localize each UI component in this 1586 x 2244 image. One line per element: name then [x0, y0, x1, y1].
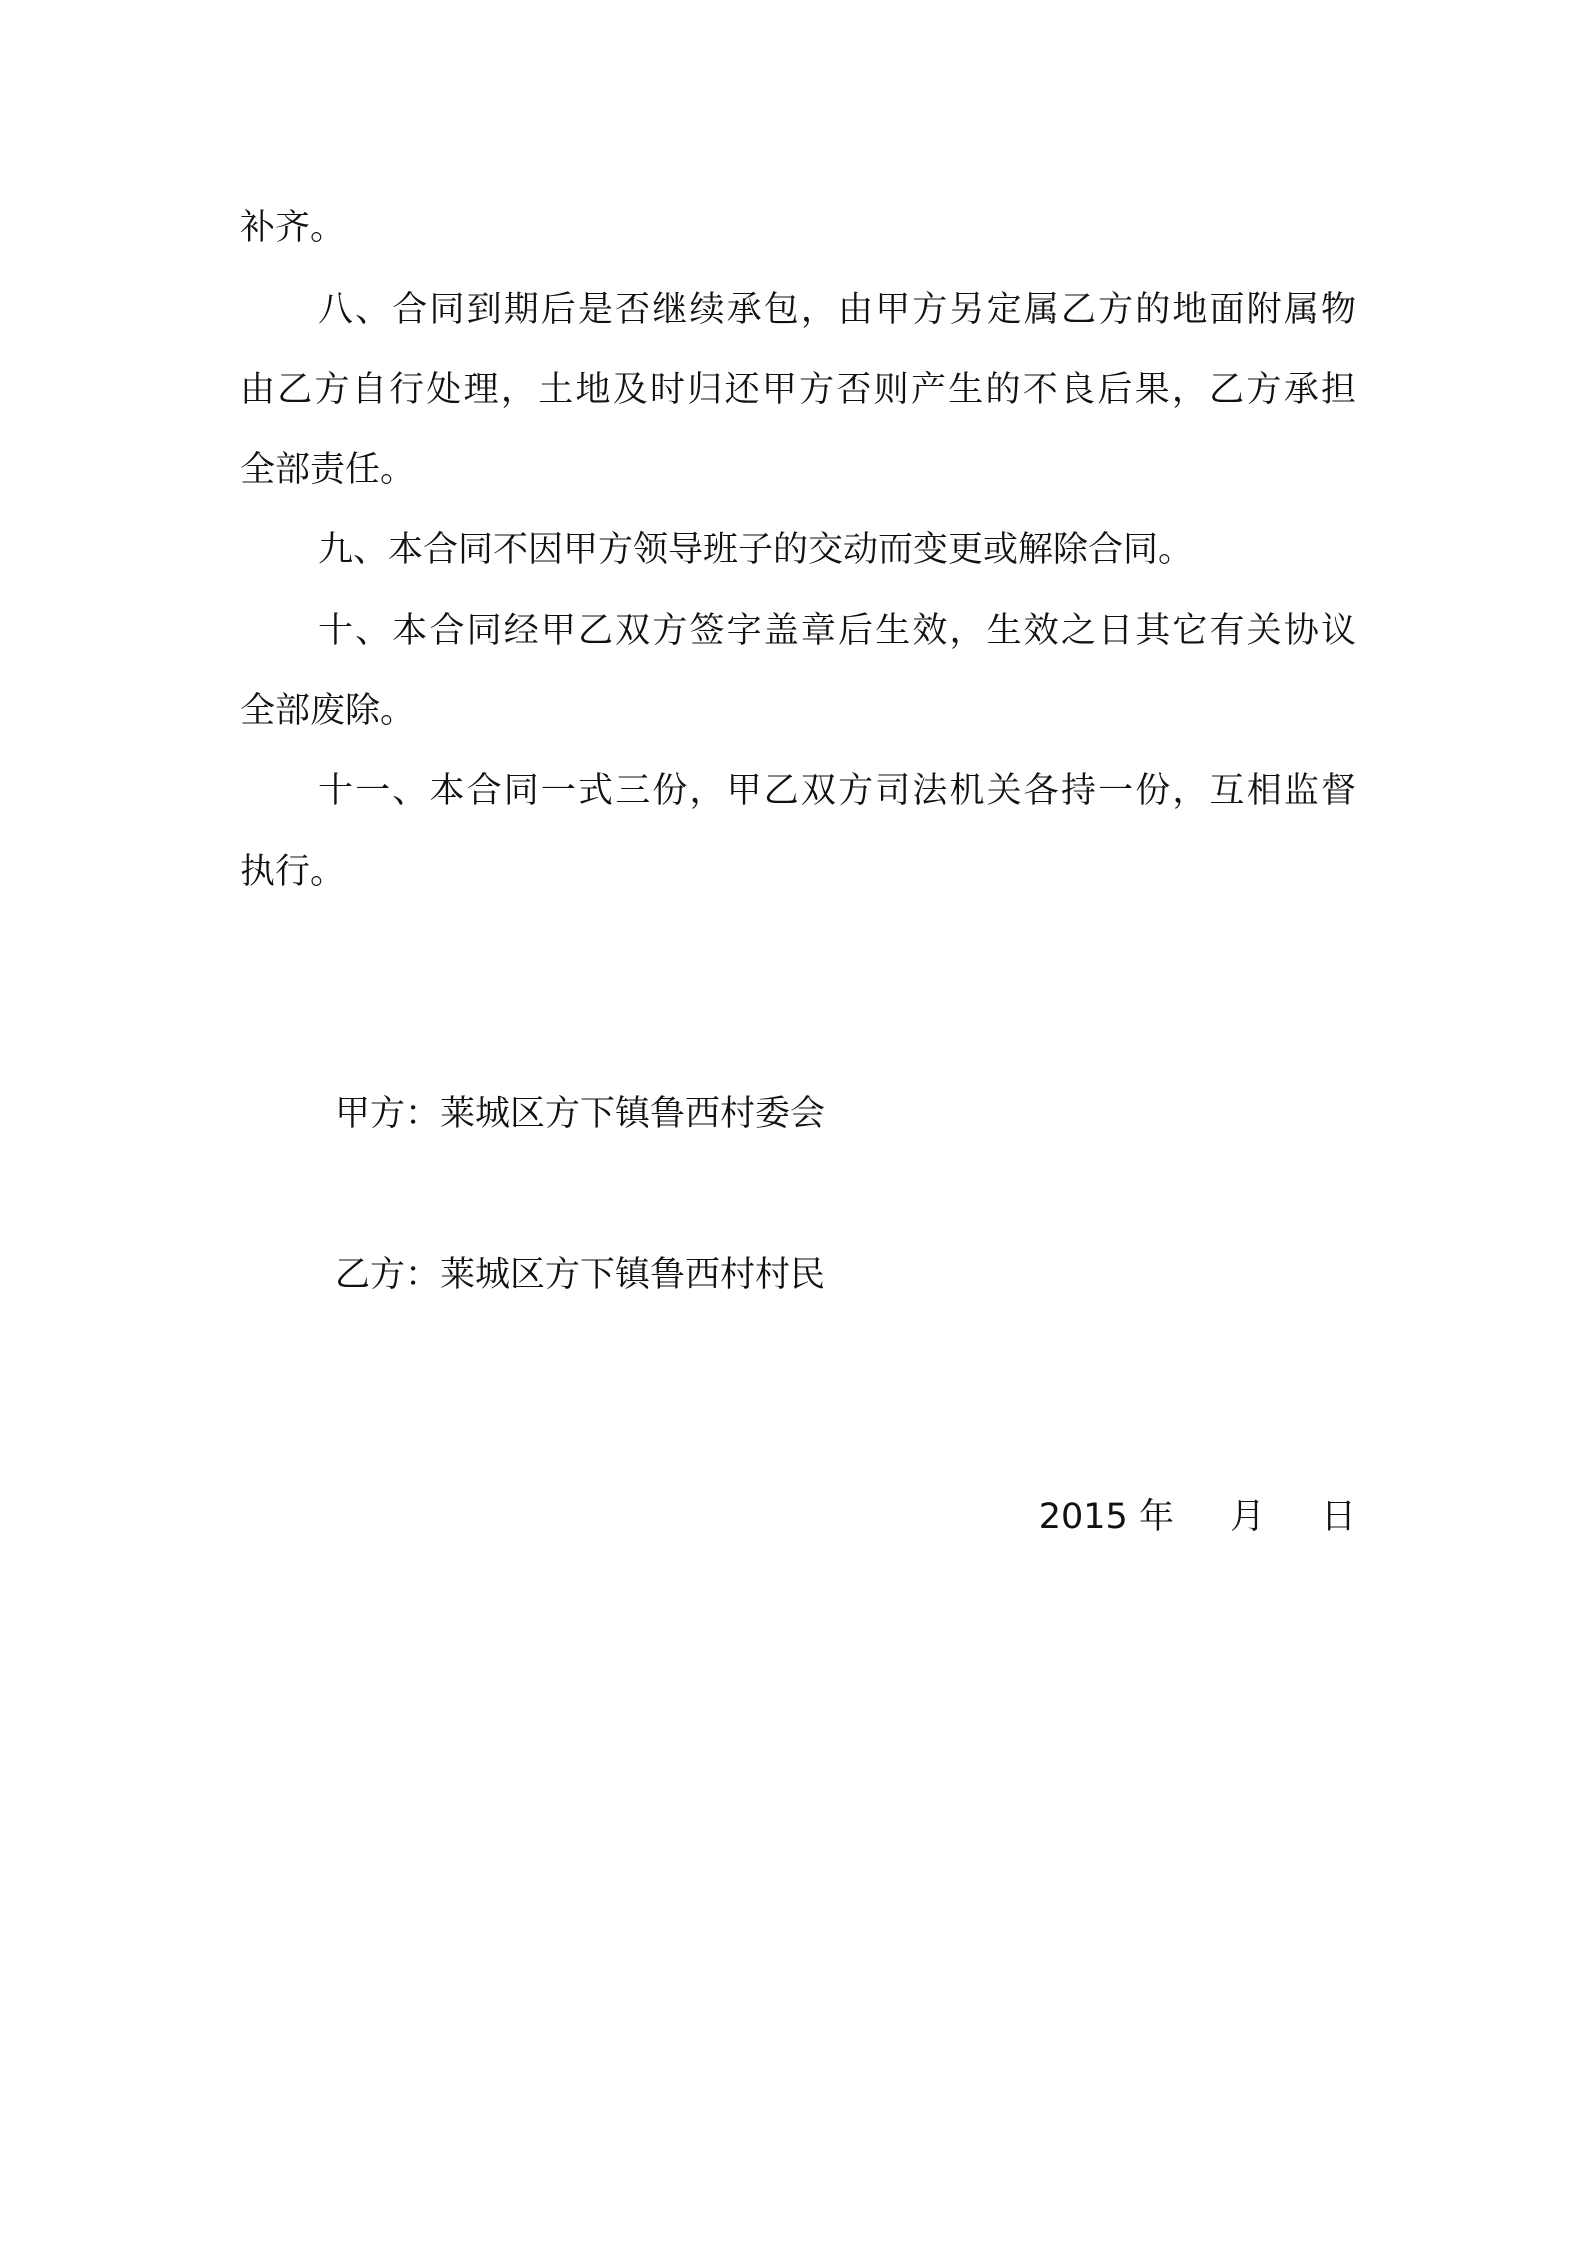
signing-date: [1039, 1497, 1356, 1537]
clause-8-line-1: [318, 290, 1356, 330]
date-day-unit: 日: [1320, 1497, 1356, 1537]
party-a: 甲方：莱城区方下镇鲁西村委会: [335, 1094, 826, 1134]
clause-8-line-2: 由乙方自行处理，土地及时归还甲方否则产生的不良后果，乙方承担: [240, 370, 1356, 410]
clause-9-text-1: 本合同不因甲方领导班子的交动而变更或解除合同。: [388, 530, 1194, 570]
clause-11-number: 十一、: [318, 771, 430, 811]
party-b: 乙方：莱城区方下镇鲁西村村民: [335, 1255, 826, 1295]
date-month-unit: 月: [1229, 1497, 1265, 1537]
clause-8-text-1: 合同到期后是否继续承包，由甲方另定属乙方的地面附属物: [392, 290, 1356, 330]
clause-10-line-1: [318, 611, 1356, 651]
clause-10-text-1: 本合同经甲乙双方签字盖章后生效，生效之日其它有关协议: [392, 611, 1356, 651]
clause-9-line-1: [318, 530, 1356, 570]
clause-11-line-1: [318, 771, 1356, 811]
date-year: 2015: [1038, 1497, 1128, 1537]
clause-8-line-3: 全部责任。: [240, 450, 416, 490]
clause-8-number: 八、: [318, 290, 393, 330]
clause-11-line-2: 执行。: [240, 852, 346, 892]
clause-10-line-2: 全部废除。: [240, 691, 416, 731]
clause-10-number: 十、: [318, 611, 393, 651]
continuation-text: 补齐。: [240, 208, 346, 248]
date-year-unit: 年: [1138, 1497, 1174, 1537]
clause-9-number: 九、: [318, 530, 389, 570]
clause-11-text-1: 本合同一式三份，甲乙双方司法机关各持一份，互相监督: [429, 771, 1356, 811]
